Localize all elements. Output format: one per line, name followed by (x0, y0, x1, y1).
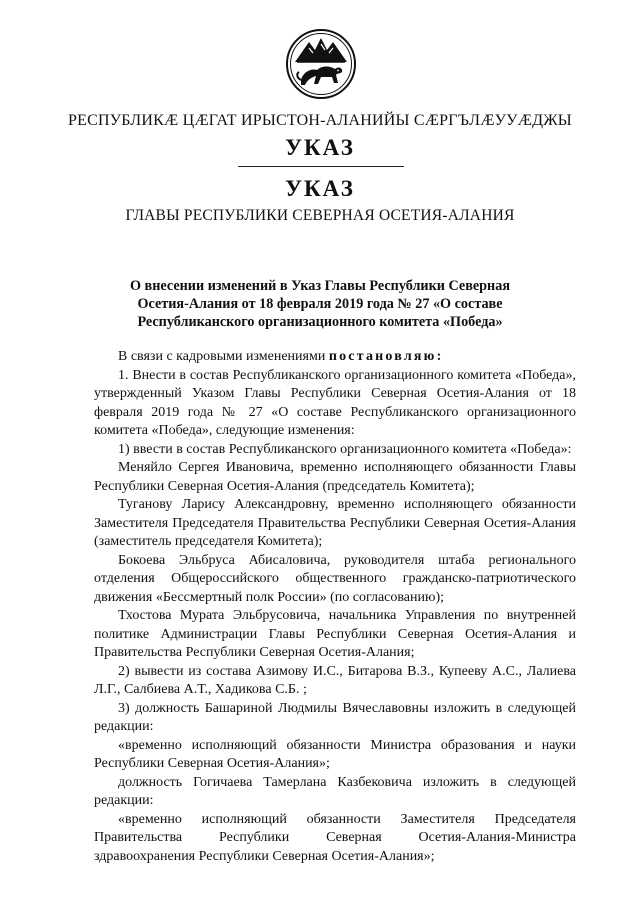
body-paragraph: 3) должность Башариной Людмилы Вячеславовны изложить в следующей редакции: (94, 700, 576, 734)
ukaz-heading-russian: УКАЗ (285, 176, 355, 201)
body-paragraph: Меняйло Сергея Ивановича, временно исполняющего обязанности Главы Республики Северная Осетия-Алания (председатель Комитета); (94, 460, 576, 494)
issuer-subtitle: ГЛАВЫ РЕСПУБЛИКИ СЕВЕРНАЯ ОСЕТИЯ-АЛАНИЯ (125, 207, 515, 224)
divider-line (238, 166, 404, 167)
body-paragraph: 1. Внести в состав Республиканского организационного комитета «Победа», утвержденный Указом Главы Республики Северная Осетия-Алания от 18 февраля 2019 года № 27 «О составе Республиканского организационного комитета «Победа», следующие изменения: (94, 367, 576, 438)
intro-paragraph (94, 348, 576, 367)
body-paragraph: Туганову Ларису Александровну, временно исполняющего обязанности Заместителя Председателя Правительства Республики Северная Осетия-Алания (заместитель председателя Комитета); (94, 497, 576, 549)
body-paragraph: должность Гогичаева Тамерлана Казбековича изложить в следующей редакции: (94, 774, 576, 808)
body-paragraph: Бокоева Эльбруса Абисаловича, руководителя штаба регионального отделения Общероссийского общественного гражданско-патриотического движения «Бессмертный полк России» (по согласованию); (94, 552, 576, 605)
body-paragraph: «временно исполняющий обязанности Министра образования и науки Республики Северная Осетия-Алания»; (94, 737, 576, 771)
document-title-line: Республиканского организационного комитета «Победа» (137, 314, 503, 330)
coat-of-arms-icon (285, 28, 357, 100)
body-paragraph: 1) ввести в состав Республиканского организационного комитета «Победа»: (118, 441, 572, 457)
ukaz-heading-ossetian: УКАЗ (285, 135, 355, 160)
decree-keyword: постановляю: (328, 349, 444, 364)
intro-text: В связи с кадровыми изменениями (118, 349, 329, 364)
document-title-line: О внесении изменений в Указ Главы Республики Северная (129, 278, 511, 294)
document-title-line: Осетия-Алания от 18 февраля 2019 года № 27 «О составе (137, 296, 503, 312)
org-title-ossetian: РЕСПУБЛИКӔ ЦӔГАТ ИРЫСТОН-АЛАНИЙЫ СӔРГЪЛӔУУӔДЖЫ (68, 112, 572, 129)
document-body (94, 348, 576, 866)
body-paragraph: Тхостова Мурата Эльбрусовича, начальника Управления по внутренней политике Администрации Главы Республики Северная Осетия-Алания и Правительства Республики Северная Осетия-Алания; (94, 608, 576, 660)
body-paragraph: 2) вывести из состава Азимову И.С., Битарова В.З., Купееву А.С., Лалиева Л.Г., Салбиева А.Т., Хадикова С.Б. ; (94, 663, 576, 697)
document-title (100, 277, 540, 331)
body-paragraph: «временно исполняющий обязанности Заместителя Председателя Правительства Республики Северная Осетия-Алания-Министра здравоохранения Республики Северная Осетия-Алания»; (94, 811, 576, 864)
